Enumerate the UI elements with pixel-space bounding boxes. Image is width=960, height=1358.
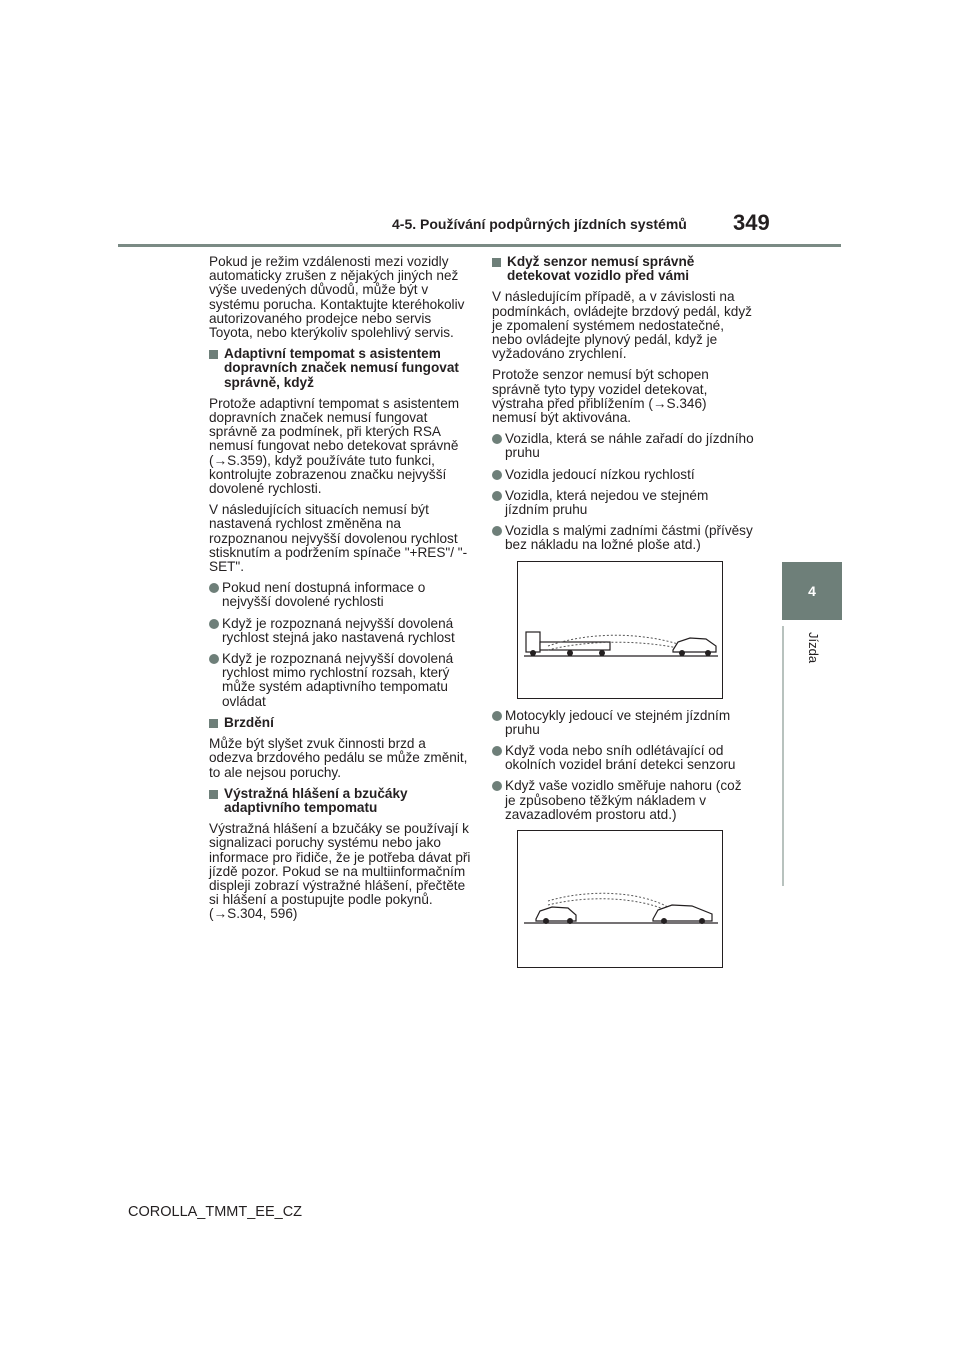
illustration-truck-trailer [517,561,723,699]
header-rule [118,244,841,247]
square-bullet-icon [209,350,218,359]
list-item-text: Vozidla s malými zadními částmi (přívěsy bez nákladu na ložné ploše atd.) [505,523,753,553]
paragraph: Výstražná hlášení a bzučáky se používají k signalizaci poruchy systému nebo jako informace pro řidiče, že je potřeba dávat při jízdě pozor. Pokud se na multiinformačním displeji zobrazí výstražné hlášení, přečtěte si hlášení a postupujte podle pokynů. (→S.304, 596) [209,821,471,922]
list-item-text: Motocykly jedoucí ve stejném jízdním pruhu [505,707,731,737]
list-item-text: Vozidla jedoucí nízkou rychlostí [505,466,695,482]
truck-radar-illustration [518,562,722,698]
list-item-text: Když je rozpoznaná nejvyšší dovolená rychlost mimo rychlostní rozsah, který může systém adaptivního tempomatu ovládat [222,651,454,709]
heading-text: Brzdění [224,714,274,730]
right-column [492,255,754,978]
list-item [209,617,471,645]
chapter-tab-number: 4 [808,583,816,599]
round-bullet-icon [492,711,502,721]
paragraph: Pokud je režim vzdálenosti mezi vozidly automaticky zrušen z nějakých jiných než výše uvedených důvodů, může být v systému porucha. Kontaktujte kteréhokoliv autorizovaného prodejce nebo servis Toyota, nebo kterýkoliv spolehlivý servis. [209,254,465,341]
heading-text: Adaptivní tempomat s asistentem dopravních značek nemusí fungovat správně, když [224,346,459,390]
square-bullet-icon [209,719,218,728]
list-item [209,581,471,609]
footer-model-code: COROLLA_TMMT_EE_CZ [128,1204,303,1220]
list-item [492,779,754,822]
list-item-text: Když vaše vozidlo směřuje nahoru (což je způsobeno těžkým nákladem v zavazadlovém prostoru atd.) [505,778,742,822]
square-bullet-icon [492,258,501,267]
section-header-title: 4-5. Používání podpůrných jízdních systémů [392,216,687,232]
uphill-radar-illustration [518,831,722,967]
chapter-side-label: Jízda [806,632,821,664]
square-bullet-icon [209,790,218,799]
list-item-text: Vozidla, která nejedou ve stejném jízdním pruhu [505,487,709,518]
list-item-text: Když voda nebo sníh odlétávající od okolních vozidel brání detekci senzoru [505,743,736,773]
list-item [492,489,754,517]
round-bullet-icon [492,746,502,756]
paragraph: Může být slyšet zvuk činnosti brzd a odezva brzdového pedálu se může změnit, to ale nejsou poruchy. [209,736,468,780]
chapter-side-rule [782,626,784,886]
round-bullet-icon [492,470,502,480]
list-item-text: Pokud není dostupná informace o nejvyšší dovolené rychlosti [222,580,426,610]
paragraph: V následujícím případě, a v závislosti na podmínkách, ovládejte brzdový pedál, když je zpomalení systémem nedostatečné, nebo ovládejte plynový pedál, když je vyžadováno zrychlení. [492,289,752,362]
round-bullet-icon [492,526,502,536]
page-number: 349 [733,210,770,235]
section-heading [209,347,471,390]
list-item [209,652,471,709]
round-bullet-icon [209,583,219,593]
paragraph: Protože adaptivní tempomat s asistentem dopravních značek nemusí fungovat správně za podmínek, při kterých RSA nemusí fungovat nebo detekovat správně (→S.359), když používáte tuto funkci, kontrolujte zobrazenou značku nejvyšší dovolené rychlosti. [209,395,460,497]
round-bullet-icon [492,781,502,791]
list-item-text: Když je rozpoznaná nejvyšší dovolená rychlost stejná jako nastavená rychlost [222,615,455,645]
list-item [492,744,754,772]
list-item [492,709,754,737]
illustration-uphill-cars [517,830,723,968]
list-item-text: Vozidla, která se náhle zařadí do jízdního pruhu [505,431,754,461]
paragraph: V následujících situacích nemusí být nastavená rychlost změněna na rozpoznanou nejvyšší dovolenou rychlost stisknutím a podržením spínače "+RES"/ "-SET". [209,502,468,575]
section-heading [209,787,471,815]
left-column [209,255,471,929]
section-heading [209,716,471,730]
round-bullet-icon [492,434,502,444]
round-bullet-icon [492,491,502,501]
heading-text: Výstražná hlášení a bzučáky adaptivního tempomatu [224,785,408,815]
round-bullet-icon [209,654,219,664]
chapter-tab[interactable] [782,562,842,620]
section-heading [492,255,754,283]
paragraph: Protože senzor nemusí být schopen správně tyto typy vozidel detekovat, výstraha před přiblížením (→S.346) nemusí být aktivována. [492,367,709,426]
list-item [492,432,754,460]
list-item [492,524,754,552]
round-bullet-icon [209,619,219,629]
heading-text: Když senzor nemusí správně detekovat vozidlo před vámi [507,254,695,284]
list-item [492,468,754,482]
